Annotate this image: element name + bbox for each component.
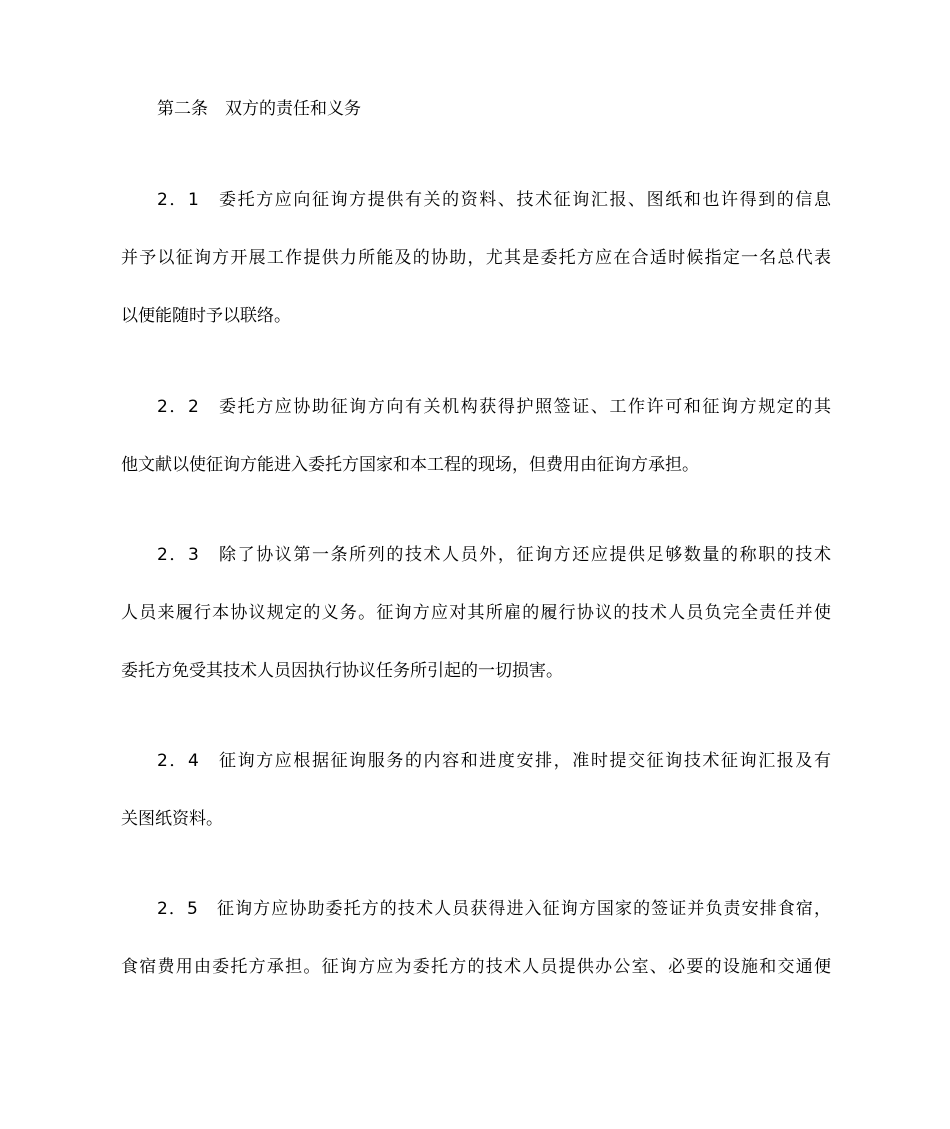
- paragraph-line: 人员来履行本协议规定的义务。征询方应对其所雇的履行协议的技术人员负完全责任并使: [121, 603, 831, 623]
- paragraph-line: 2．3 除了协议第一条所列的技术人员外，征询方还应提供足够数量的称职的技术: [157, 545, 831, 565]
- paragraph-line: 2．1 委托方应向征询方提供有关的资料、技术征询汇报、图纸和也许得到的信息: [157, 190, 831, 210]
- paragraph-line: 委托方免受其技术人员因执行协议任务所引起的一切损害。: [121, 661, 563, 681]
- paragraph-line: 2．4 征询方应根据征询服务的内容和进度安排，准时提交征询技术征询汇报及有: [157, 751, 831, 771]
- paragraph-line: 2．5 征询方应协助委托方的技术人员获得进入征询方国家的签证并负责安排食宿，: [157, 899, 831, 919]
- paragraph-line: 关图纸资料。: [121, 809, 223, 829]
- section-heading: 第二条 双方的责任和义务: [157, 99, 361, 119]
- paragraph-line: 并予以征询方开展工作提供力所能及的协助，尤其是委托方应在合适时候指定一名总代表: [121, 248, 831, 268]
- paragraph-line: 食宿费用由委托方承担。征询方应为委托方的技术人员提供办公室、必要的设施和交通便: [121, 957, 831, 977]
- paragraph-line: 以便能随时予以联络。: [121, 306, 291, 326]
- paragraph-line: 他文献以使征询方能进入委托方国家和本工程的现场，但费用由征询方承担。: [121, 455, 699, 475]
- paragraph-line: 2．2 委托方应协助征询方向有关机构获得护照签证、工作许可和征询方规定的其: [157, 397, 831, 417]
